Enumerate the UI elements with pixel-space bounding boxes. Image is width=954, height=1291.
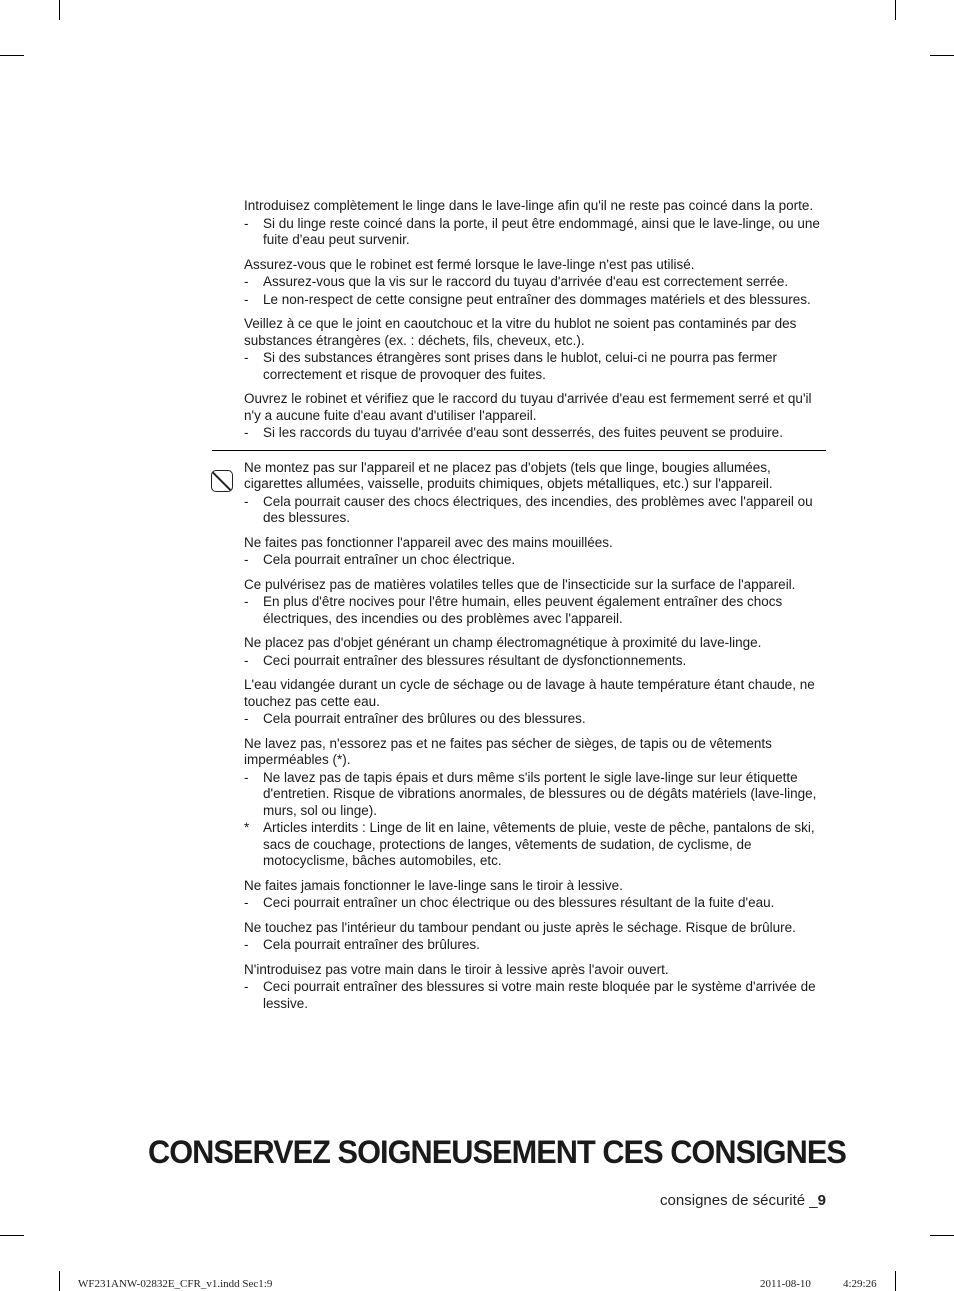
bullet-marker: - <box>244 425 249 440</box>
paragraph-lead: Ouvrez le robinet et vérifiez que le raccord du tuyau d'arrivée d'eau est fermement serré et qu'il n'y a aucune fuite d'eau avant d'utiliser l'appareil. <box>244 391 812 423</box>
bullet-item <box>244 425 830 442</box>
bullet-marker: - <box>244 652 249 668</box>
bullet-text: Ceci pourrait entraîner un choc électrique ou des blessures résultant de la fuite d'eau. <box>263 895 775 910</box>
main-heading: CONSERVEZ SOIGNEUSEMENT CES CONSIGNES <box>148 1134 846 1170</box>
crop-mark <box>59 0 60 20</box>
bullet-marker: - <box>244 979 249 994</box>
paragraph-lead: Assurez-vous que le robinet est fermé lorsque le lave-linge n'est pas utilisé. <box>244 256 695 272</box>
bullet-item <box>244 594 830 627</box>
crop-mark <box>0 1235 24 1236</box>
crop-mark <box>59 1271 60 1291</box>
bullet-text: Ne lavez pas de tapis épais et durs même s'ils portent le sigle lave-linge sur leur étiquette d'entretien. Risque de vibrations anormales, de blessures ou de dégâts matériels (lave-linge, murs, sol ou linge). <box>263 769 817 818</box>
paragraph-lead: Ne touchez pas l'intérieur du tambour pendant ou juste après le séchage. Risque de brûlure. <box>244 919 796 935</box>
bullet-text: Ceci pourrait entraîner des blessures résultant de dysfonctionnements. <box>263 652 687 668</box>
bullet-text: Cela pourrait entraîner des brûlures. <box>263 937 480 952</box>
paragraph-lead: Ce pulvérisez pas de matières volatiles telles que de l'insecticide sur la surface de l'appareil. <box>244 576 796 592</box>
paragraph-lead: Ne lavez pas, n'essorez pas et ne faites pas sécher de sièges, de tapis ou de vêtements imperméables (*). <box>244 735 772 767</box>
page-number: 9 <box>817 1192 826 1209</box>
bullet-marker: - <box>244 493 249 509</box>
safety-paragraph <box>244 962 830 1013</box>
bullet-marker: - <box>244 711 249 726</box>
safety-paragraph <box>244 577 830 628</box>
bullet-text: Ceci pourrait entraîner des blessures si votre main reste bloquée par le système d'arrivée de lessive. <box>263 979 816 1011</box>
bullet-text: Le non-respect de cette consigne peut entraîner des dommages matériels et des blessures. <box>263 291 811 307</box>
slug-date: 2011-08-10 <box>760 1278 811 1290</box>
bullet-text: En plus d'être nocives pour l'être humain, elles peuvent également entraîner des chocs électriques, des incendies ou des problèmes avec l'appareil. <box>263 594 783 626</box>
bullet-marker: - <box>244 350 249 365</box>
paragraph-lead: N'introduisez pas votre main dans le tiroir à lessive après l'avoir ouvert. <box>244 961 669 977</box>
safety-paragraph <box>244 677 830 728</box>
bullet-item <box>244 937 830 954</box>
bullet-marker: - <box>244 594 249 609</box>
bullet-item <box>244 552 830 569</box>
safety-paragraph <box>244 736 830 870</box>
paragraph-lead: Ne montez pas sur l'appareil et ne placez pas d'objets (tels que linge, bougies allumées, cigarettes allumées, vaisselle, produits chimiques, objets métalliques, etc.) sur l'appareil. <box>244 459 773 491</box>
safety-paragraph <box>244 460 830 527</box>
bullet-text: Si des substances étrangères sont prises dans le hublot, celui-ci ne pourra pas fermer correctement et risque de provoquer des fuites. <box>263 350 778 382</box>
bullet-item <box>244 770 830 820</box>
bullet-marker: - <box>244 274 249 289</box>
bullet-text: Cela pourrait causer des chocs électriques, des incendies, des problèmes avec l'appareil ou des blessures. <box>263 493 813 525</box>
bullet-text: Articles interdits : Linge de lit en laine, vêtements de pluie, veste de pêche, pantalons de ski, sacs de couchage, protections de langes, vêtements de sudation, de cyclisme, de motocyclisme, bâches automobiles, etc. <box>263 820 815 868</box>
bullet-marker: - <box>244 937 249 952</box>
section-divider <box>212 450 826 451</box>
bullet-item <box>244 711 830 728</box>
bullet-marker: - <box>244 291 249 307</box>
safety-paragraph <box>244 878 830 912</box>
prohibition-icon <box>211 470 233 492</box>
bullet-item <box>244 216 830 249</box>
bullet-marker: - <box>244 769 249 785</box>
bullet-item <box>244 979 830 1012</box>
bullet-item <box>244 350 830 383</box>
paragraph-lead: Ne faites pas fonctionner l'appareil avec des mains mouillées. <box>244 534 613 550</box>
paragraph-lead: Veillez à ce que le joint en caoutchouc et la vitre du hublot ne soient pas contaminés par des substances étrangères (ex. : déchets, fils, cheveux, etc.). <box>244 316 797 348</box>
bullet-text: Si les raccords du tuyau d'arrivée d'eau sont desserrés, des fuites peuvent se produire. <box>263 425 783 440</box>
crop-mark <box>930 55 954 56</box>
slug-file: WF231ANW-02832E_CFR_v1.indd Sec1:9 <box>78 1278 273 1290</box>
safety-paragraph <box>244 316 830 383</box>
safety-section-prohibited <box>244 460 830 1013</box>
bullet-item <box>244 895 830 912</box>
bullet-item <box>244 653 830 670</box>
crop-mark <box>895 0 896 20</box>
safety-paragraph <box>244 920 830 954</box>
bullet-marker: - <box>244 895 249 910</box>
safety-paragraph <box>244 198 830 249</box>
slug-time: 4:29:26 <box>843 1278 877 1290</box>
safety-paragraph <box>244 391 830 442</box>
bullet-item <box>244 274 830 291</box>
safety-content <box>244 198 830 1020</box>
safety-paragraph <box>244 535 830 569</box>
bullet-item <box>244 292 830 309</box>
bullet-text: Cela pourrait entraîner des brûlures ou des blessures. <box>263 711 586 726</box>
bullet-item <box>244 494 830 527</box>
crop-mark <box>895 1271 896 1291</box>
safety-section-prohibited-list <box>244 460 830 1013</box>
safety-section-general <box>244 198 830 442</box>
bullet-marker: - <box>244 552 249 567</box>
paragraph-lead: Introduisez complètement le linge dans le lave-linge afin qu'il ne reste pas coincé dans la porte. <box>244 198 814 213</box>
crop-mark <box>0 55 24 56</box>
paragraph-lead: Ne faites jamais fonctionner le lave-linge sans le tiroir à lessive. <box>244 877 623 893</box>
footer-label: consignes de sécurité _ <box>660 1192 818 1209</box>
paragraph-lead: L'eau vidangée durant un cycle de séchage ou de lavage à haute température étant chaude, ne touchez pas cette eau. <box>244 677 815 709</box>
bullet-text: Cela pourrait entraîner un choc électrique. <box>263 552 516 567</box>
paragraph-lead: Ne placez pas d'objet générant un champ électromagnétique à proximité du lave-linge. <box>244 635 762 650</box>
safety-paragraph <box>244 635 830 669</box>
bullet-text: Si du linge reste coincé dans la porte, il peut être endommagé, ainsi que le lave-linge, ou une fuite d'eau peut survenir. <box>263 215 820 247</box>
bullet-marker: * <box>244 820 250 835</box>
safety-paragraph <box>244 257 830 309</box>
bullet-item <box>244 820 830 870</box>
crop-mark <box>930 1235 954 1236</box>
bullet-marker: - <box>244 215 249 231</box>
page-footer <box>660 1192 826 1209</box>
bullet-text: Assurez-vous que la vis sur le raccord du tuyau d'arrivée d'eau est correctement serrée. <box>263 274 789 289</box>
